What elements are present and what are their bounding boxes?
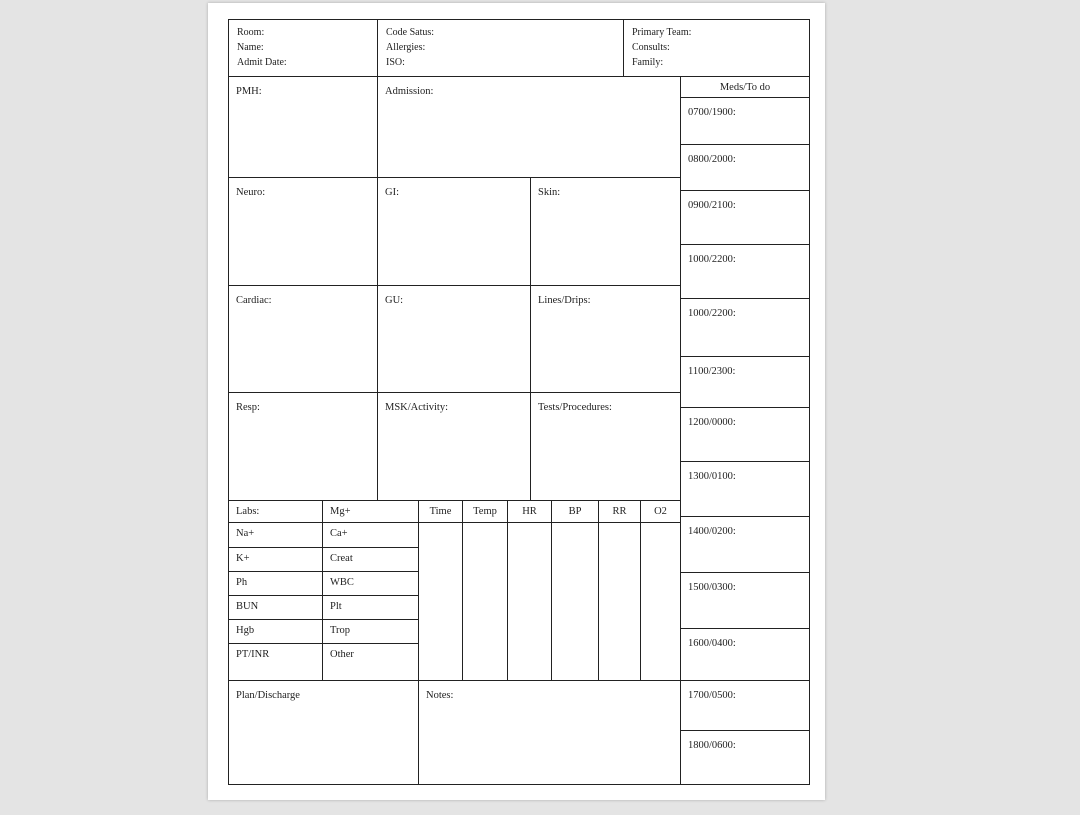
vitals-header-o2	[640, 500, 681, 523]
meds-time-slot	[680, 190, 810, 245]
vitals-header-rr	[598, 500, 641, 523]
header-status-info-label: ISO:	[386, 57, 405, 68]
lab-cell	[322, 500, 419, 523]
lab-cell	[228, 595, 323, 620]
meds-time-slot	[680, 144, 810, 191]
msk-activity-section	[377, 392, 531, 501]
vitals-header-time-label: Time	[429, 506, 452, 517]
header-patient-info	[228, 19, 378, 77]
msk-activity-section-label: MSK/Activity:	[385, 402, 449, 413]
meds-time-slot	[680, 516, 810, 573]
tests-procedures-section-label: Tests/Procedures:	[538, 402, 612, 413]
pmh-section	[228, 76, 378, 178]
lab-cell-label: WBC	[330, 577, 354, 588]
plan-discharge-section	[228, 680, 419, 785]
header-team-info-label: Primary Team:	[632, 27, 692, 38]
lab-cell-label: Plt	[330, 601, 342, 612]
meds-time-slot-label: 1000/2200:	[688, 254, 736, 265]
header-status-info-label: Allergies:	[386, 42, 426, 53]
skin-section-label: Skin:	[538, 187, 561, 198]
vitals-column	[507, 522, 552, 681]
meds-time-slot	[680, 244, 810, 299]
lab-cell	[228, 571, 323, 596]
vitals-header-rr-label: RR	[612, 506, 627, 517]
meds-time-slot	[680, 298, 810, 357]
lab-cell	[322, 547, 419, 572]
lab-cell-label: Mg+	[330, 506, 351, 517]
meds-time-slot-label: 1400/0200:	[688, 526, 736, 537]
neuro-section	[228, 177, 378, 286]
lab-cell	[228, 522, 323, 548]
meds-time-slot-label: 1300/0100:	[688, 471, 736, 482]
meds-time-slot	[680, 356, 810, 408]
vitals-header-hr-label: HR	[522, 506, 537, 517]
vitals-header-bp	[551, 500, 599, 523]
header-team-info-label: Family:	[632, 57, 664, 68]
admission-section	[377, 76, 681, 178]
meds-time-slot	[680, 572, 810, 629]
meds-todo-header	[680, 76, 810, 98]
meds-time-slot-label: 0800/2000:	[688, 154, 736, 165]
lab-cell	[322, 619, 419, 644]
header-status-info	[377, 19, 624, 77]
vitals-column	[462, 522, 508, 681]
meds-time-slot	[680, 628, 810, 681]
vitals-header-time	[418, 500, 463, 523]
lab-cell-label: K+	[236, 553, 250, 564]
header-patient-info-label: Room:	[237, 27, 265, 38]
notes-section-label: Notes:	[426, 690, 454, 701]
lab-cell	[322, 595, 419, 620]
vitals-column	[640, 522, 681, 681]
lines-drips-section	[530, 285, 681, 393]
skin-section	[530, 177, 681, 286]
admission-section-label: Admission:	[385, 86, 434, 97]
gu-section	[377, 285, 531, 393]
cardiac-section	[228, 285, 378, 393]
meds-time-slot	[680, 730, 810, 785]
meds-time-slot	[680, 97, 810, 145]
meds-time-slot-label: 1700/0500:	[688, 690, 736, 701]
meds-time-slot	[680, 680, 810, 731]
lab-cell-label: Ca+	[330, 528, 348, 539]
vitals-column	[551, 522, 599, 681]
meds-time-slot-label: 1000/2200:	[688, 308, 736, 319]
lab-cell-label: Hgb	[236, 625, 255, 636]
meds-time-slot	[680, 407, 810, 462]
cardiac-section-label: Cardiac:	[236, 295, 272, 306]
pmh-section-label: PMH:	[236, 86, 262, 97]
tests-procedures-section	[530, 392, 681, 501]
notes-section	[418, 680, 681, 785]
lab-cell	[228, 500, 323, 523]
lab-cell-label: Na+	[236, 528, 255, 539]
lab-cell	[322, 522, 419, 548]
lab-cell-label: Other	[330, 649, 354, 660]
meds-time-slot-label: 1600/0400:	[688, 638, 736, 649]
lab-cell	[228, 547, 323, 572]
plan-discharge-section-label: Plan/Discharge	[236, 690, 300, 701]
lab-cell-label: Trop	[330, 625, 351, 636]
meds-time-slot-label: 0900/2100:	[688, 200, 736, 211]
meds-time-slot	[680, 461, 810, 517]
meds-time-slot-label: 1200/0000:	[688, 417, 736, 428]
lab-cell-label: BUN	[236, 601, 259, 612]
header-patient-info-label: Admit Date:	[237, 57, 287, 68]
meds-time-slot-label: 1100/2300:	[688, 366, 736, 377]
gu-section-label: GU:	[385, 295, 404, 306]
lab-cell	[322, 643, 419, 681]
vitals-header-o2-label: O2	[654, 506, 667, 517]
vitals-header-bp-label: BP	[568, 506, 582, 517]
vitals-header-hr	[507, 500, 552, 523]
lab-cell	[228, 619, 323, 644]
report-sheet-page	[208, 3, 825, 800]
vitals-header-temp	[462, 500, 508, 523]
lab-cell	[228, 643, 323, 681]
meds-time-slot-label: 1500/0300:	[688, 582, 736, 593]
meds-time-slot-label: 0700/1900:	[688, 107, 736, 118]
lab-cell	[322, 571, 419, 596]
lab-cell-label: Ph	[236, 577, 248, 588]
resp-section-label: Resp:	[236, 402, 260, 413]
vitals-header-temp-label: Temp	[473, 506, 497, 517]
lab-cell-label: Creat	[330, 553, 353, 564]
meds-time-slot-label: 1800/0600:	[688, 740, 736, 751]
gi-section-label: GI:	[385, 187, 399, 198]
header-team-info-label: Consults:	[632, 42, 670, 53]
vitals-column	[418, 522, 463, 681]
lab-cell-label: Labs:	[236, 506, 260, 517]
gi-section	[377, 177, 531, 286]
resp-section	[228, 392, 378, 501]
neuro-section-label: Neuro:	[236, 187, 266, 198]
meds-todo-header-label: Meds/To do	[719, 81, 771, 93]
lab-cell-label: PT/INR	[236, 649, 270, 660]
header-status-info-label: Code Satus:	[386, 27, 435, 38]
lines-drips-section-label: Lines/Drips:	[538, 295, 591, 306]
vitals-column	[598, 522, 641, 681]
header-patient-info-label: Name:	[237, 42, 264, 53]
header-team-info	[623, 19, 810, 77]
